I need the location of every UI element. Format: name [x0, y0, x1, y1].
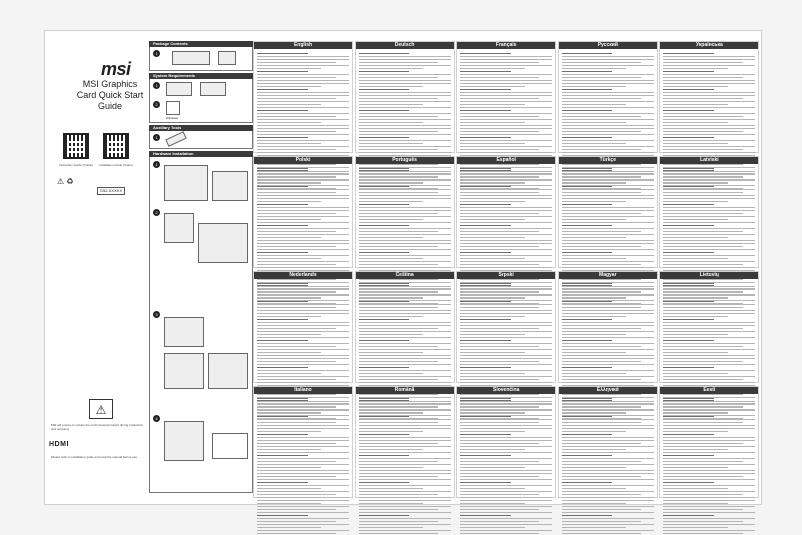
- manual-picture: [218, 51, 236, 65]
- part-code: G52-XXXXX: [97, 187, 125, 195]
- step-marker: 1: [153, 161, 160, 168]
- language-panel: [253, 41, 353, 153]
- illustration-column: [149, 41, 253, 501]
- language-heading: Português: [356, 157, 454, 164]
- language-panel: [659, 386, 759, 498]
- section-heading: Hardware Installation: [149, 151, 253, 157]
- package-contents-box: [149, 47, 253, 71]
- step-marker: 1: [153, 50, 160, 57]
- language-heading: Türkçe: [559, 157, 657, 164]
- language-panel: [659, 156, 759, 268]
- language-panel: [659, 41, 759, 153]
- msi-logo: msi: [101, 59, 131, 79]
- language-panel: [558, 271, 658, 383]
- section-heading: System Requirements: [149, 73, 253, 79]
- quick-start-guide-sheet: [44, 30, 762, 505]
- case-side-picture: [208, 353, 248, 389]
- language-heading: Română: [356, 387, 454, 394]
- language-heading: Ελληνικά: [559, 387, 657, 394]
- language-panel: [558, 41, 658, 153]
- monitor-picture: [212, 433, 248, 459]
- language-panel: [355, 386, 455, 498]
- language-instructions: [660, 394, 758, 535]
- language-heading: Čeština: [356, 272, 454, 279]
- step-marker: 1: [153, 134, 160, 141]
- language-panels-grid: [253, 41, 761, 501]
- language-heading: Русский: [559, 42, 657, 49]
- language-panel: [558, 156, 658, 268]
- language-panel: [659, 271, 759, 383]
- language-heading: Slovenčina: [457, 387, 555, 394]
- qr-code-icon: [63, 133, 89, 159]
- language-instructions: [254, 394, 352, 535]
- certification-icons: ⚠ ♻: [57, 177, 74, 186]
- cover-panel: [45, 31, 149, 506]
- step-marker: 4: [153, 415, 160, 422]
- language-heading: Français: [457, 42, 555, 49]
- pc-tower-picture: [164, 421, 204, 461]
- card-insert-picture: [164, 213, 194, 243]
- language-heading: Deutsch: [356, 42, 454, 49]
- language-heading: Nederlands: [254, 272, 352, 279]
- language-instructions: [457, 394, 555, 535]
- language-heading: Srpski: [457, 272, 555, 279]
- language-panel: [456, 271, 556, 383]
- language-panel: [253, 271, 353, 383]
- language-heading: Español: [457, 157, 555, 164]
- language-heading: Українська: [660, 42, 758, 49]
- language-heading: Latviski: [660, 157, 758, 164]
- step-marker: 2: [153, 209, 160, 216]
- windows-icon: [166, 101, 180, 115]
- step-marker: 2: [153, 101, 160, 108]
- graphics-card-picture: [172, 51, 210, 65]
- auxiliary-tools-box: [149, 131, 253, 149]
- pc-case-closeup-picture: [212, 171, 248, 201]
- pc-case-picture: [164, 165, 208, 201]
- language-heading: Magyar: [559, 272, 657, 279]
- screwdriver-icon: [165, 131, 187, 147]
- language-panel: [253, 156, 353, 268]
- language-panel: [456, 156, 556, 268]
- language-heading: Lietuvių: [660, 272, 758, 279]
- language-panel: [456, 386, 556, 498]
- qr-caption-right: Installation Guide (Video): [99, 163, 133, 167]
- language-heading: Italiano: [254, 387, 352, 394]
- slot-closeup-picture: [198, 223, 248, 263]
- language-panel: [558, 386, 658, 498]
- windows-label: Windows: [166, 116, 179, 120]
- language-panel: [253, 386, 353, 498]
- language-panel: [456, 41, 556, 153]
- language-panel: [355, 271, 455, 383]
- guide-title: MSI Graphics Card Quick Start Guide: [76, 79, 144, 111]
- power-connect-picture: [164, 317, 204, 347]
- qr-code-icon: [103, 133, 129, 159]
- language-instructions: [356, 394, 454, 535]
- section-heading: Package Contents: [149, 41, 253, 47]
- case-closed-picture: [164, 353, 204, 389]
- language-panel: [355, 156, 455, 268]
- psu-picture: [200, 82, 226, 96]
- language-heading: Polski: [254, 157, 352, 164]
- language-heading: Eesti: [660, 387, 758, 394]
- system-requirements-box: [149, 79, 253, 123]
- hardware-installation-box: [149, 157, 253, 493]
- step-marker: 1: [153, 82, 160, 89]
- fine-print: Please refer to installation guide and read the manual before use.: [51, 455, 138, 459]
- fine-print: MSI will ensure to reduce the environmental impact during production and recycling.: [51, 423, 144, 431]
- section-heading: Auxiliary Tools: [149, 125, 253, 131]
- warning-icon: ⚠: [89, 399, 113, 419]
- motherboard-picture: [166, 82, 192, 96]
- hdmi-logo: HDMI: [49, 441, 69, 448]
- language-panel: [355, 41, 455, 153]
- qr-caption-left: Instruction Guide (Online): [58, 163, 94, 167]
- step-marker: 3: [153, 311, 160, 318]
- language-heading: English: [254, 42, 352, 49]
- language-instructions: [559, 394, 657, 535]
